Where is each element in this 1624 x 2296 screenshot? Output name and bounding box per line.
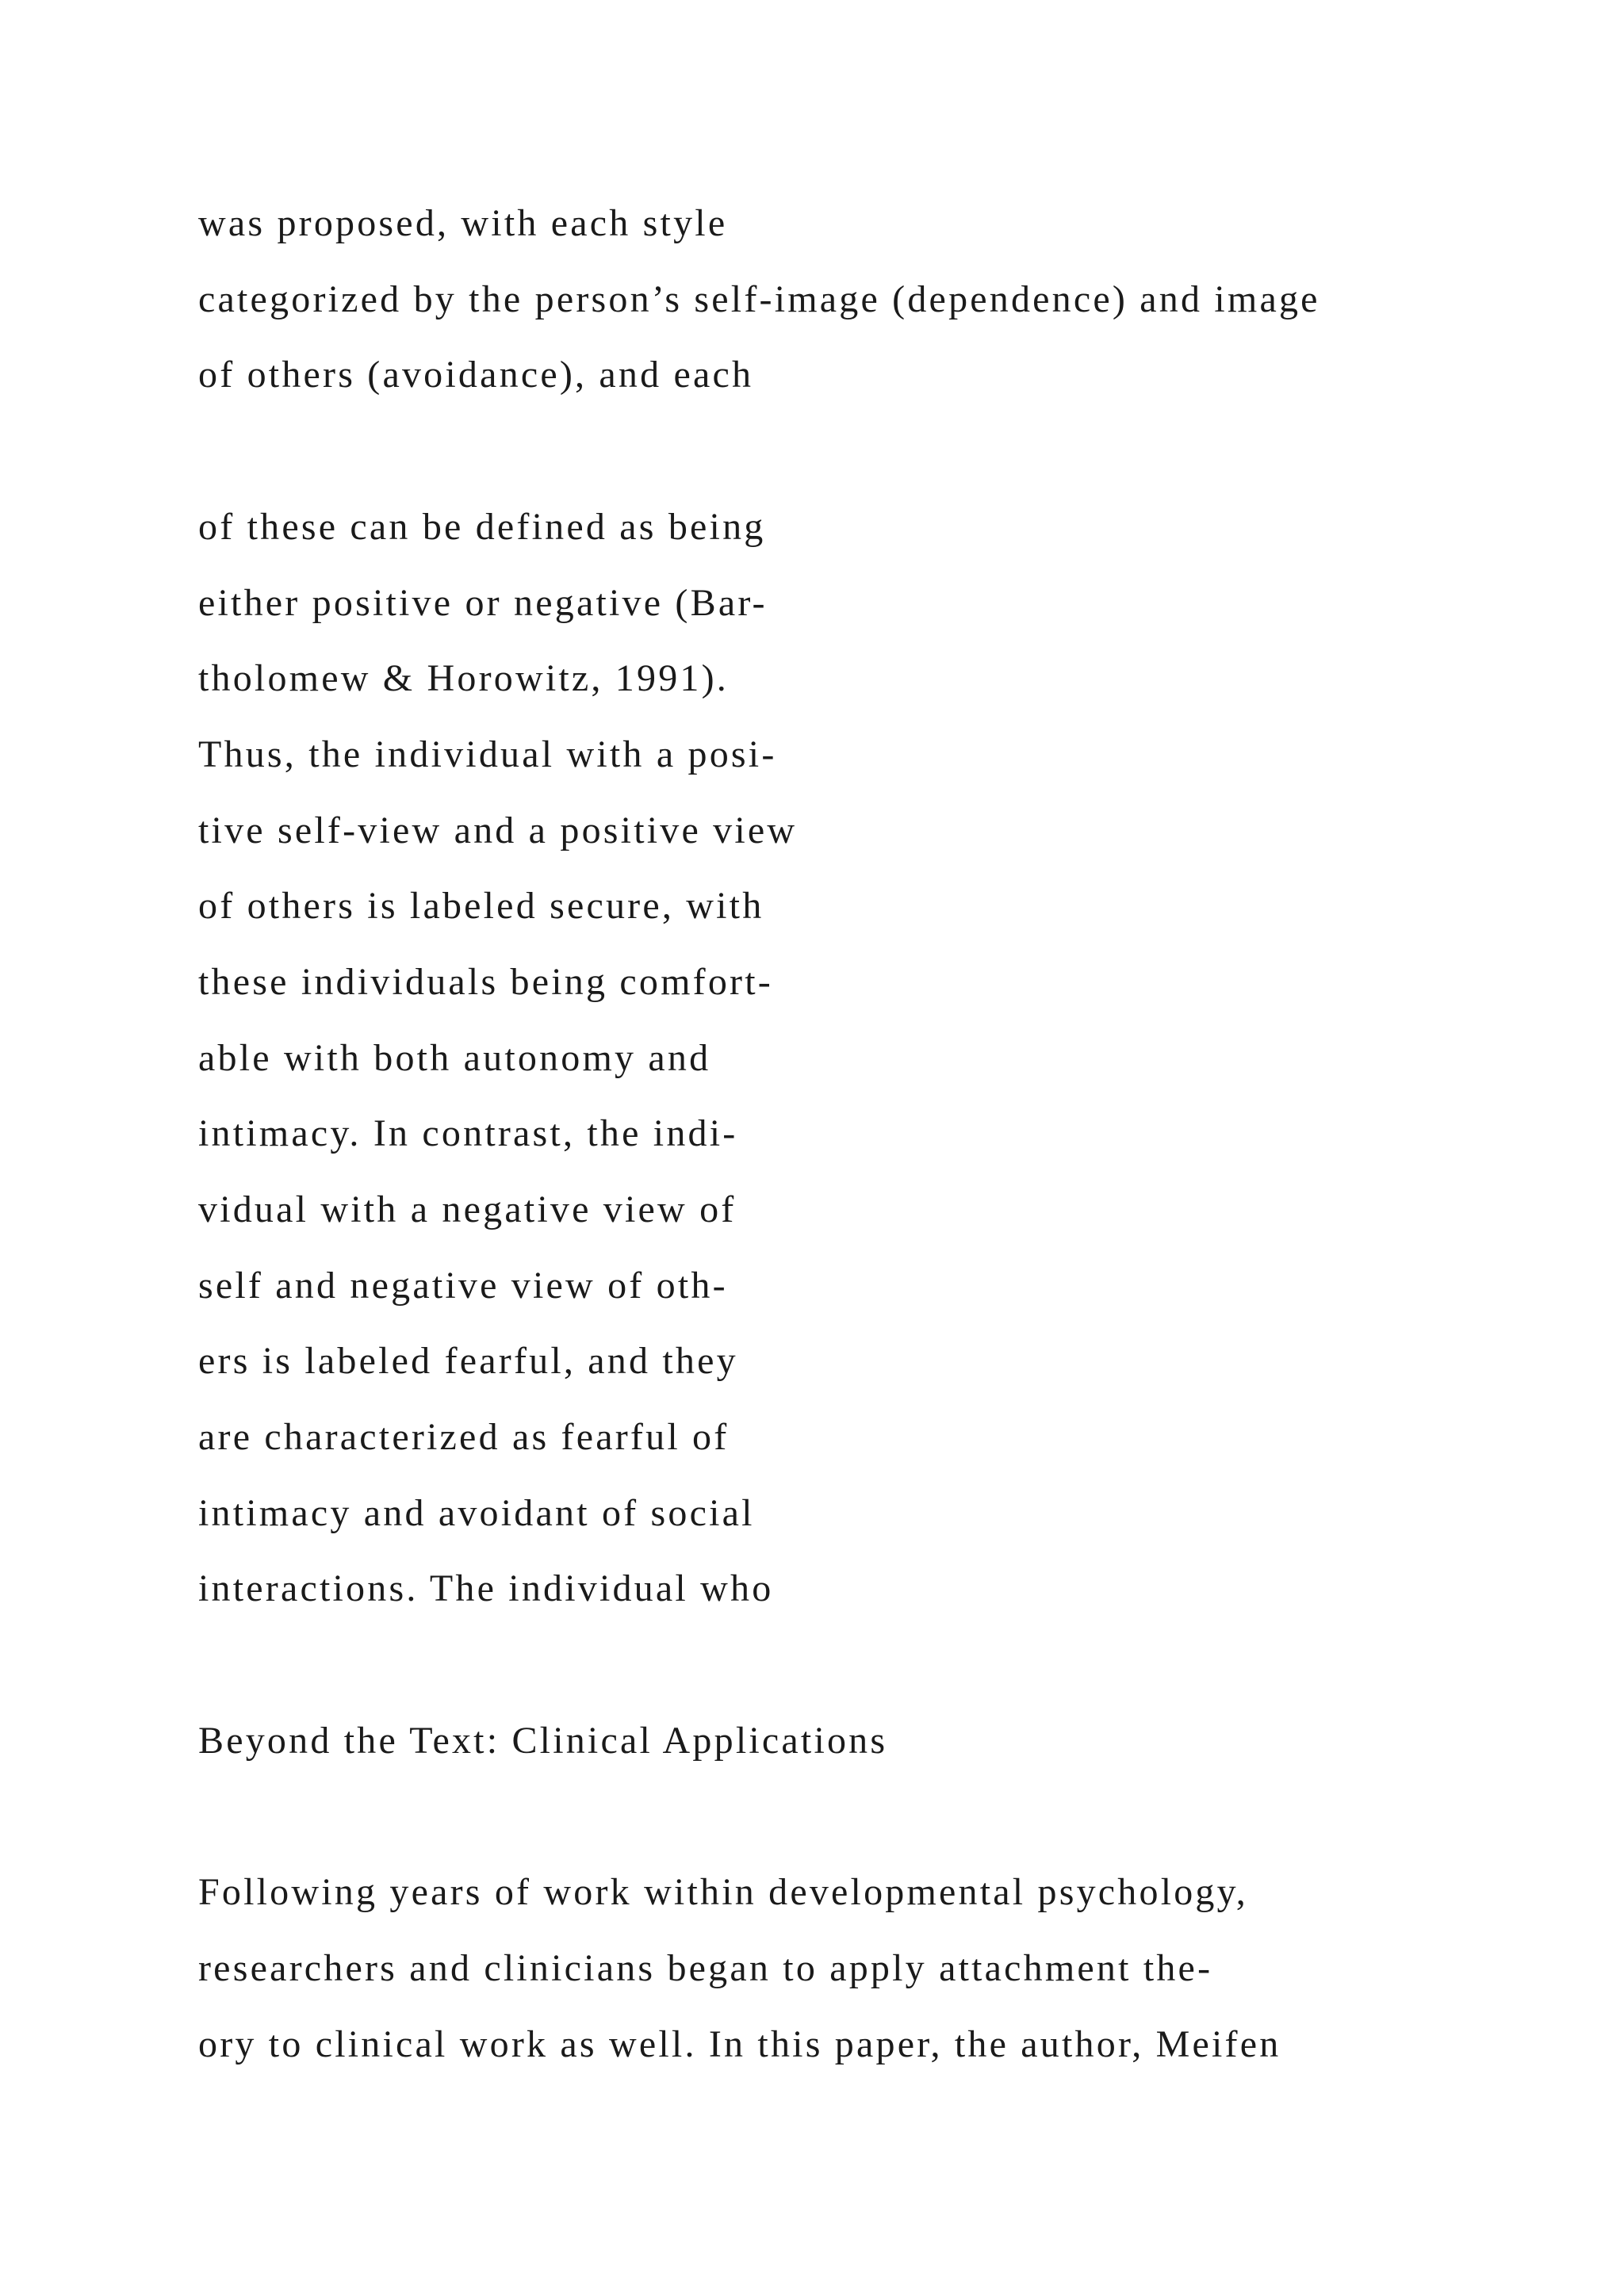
text-line: of others (avoidance), and each xyxy=(198,354,754,396)
text-line: tive self-view and a positive view xyxy=(198,809,798,851)
text-line: vidual with a negative view of xyxy=(198,1188,737,1230)
text-line: self and negative view of oth- xyxy=(198,1265,728,1307)
text-line: intimacy. In contrast, the indi- xyxy=(198,1112,738,1154)
text-line: of others is labeled secure, with xyxy=(198,885,764,927)
text-line: Thus, the individual with a posi- xyxy=(198,733,777,775)
text-line: intimacy and avoidant of social xyxy=(198,1492,755,1534)
text-line: tholomew & Horowitz, 1991). xyxy=(198,657,729,699)
text-line: researchers and clinicians began to apply attachment the- xyxy=(198,1947,1213,1989)
text-line: able with both autonomy and xyxy=(198,1037,711,1079)
text-line: ory to clinical work as well. In this paper, the author, Meifen xyxy=(198,2023,1281,2065)
text-line: was proposed, with each style xyxy=(198,202,728,244)
heading-text: Beyond the Text: Clinical Applications xyxy=(198,1720,888,1762)
text-line: are characterized as fearful of xyxy=(198,1416,730,1458)
text-line: interactions. The individual who xyxy=(198,1567,774,1609)
text-line: of these can be defined as being xyxy=(198,506,766,548)
text-line: ers is labeled fearful, and they xyxy=(198,1340,738,1382)
text-line: these individuals being comfort- xyxy=(198,961,773,1003)
text-line: Following years of work within developmental psychology, xyxy=(198,1871,1248,1913)
text-line: categorized by the person’s self-image (dependence) and image xyxy=(198,278,1320,320)
text-line: either positive or negative (Bar- xyxy=(198,582,768,624)
